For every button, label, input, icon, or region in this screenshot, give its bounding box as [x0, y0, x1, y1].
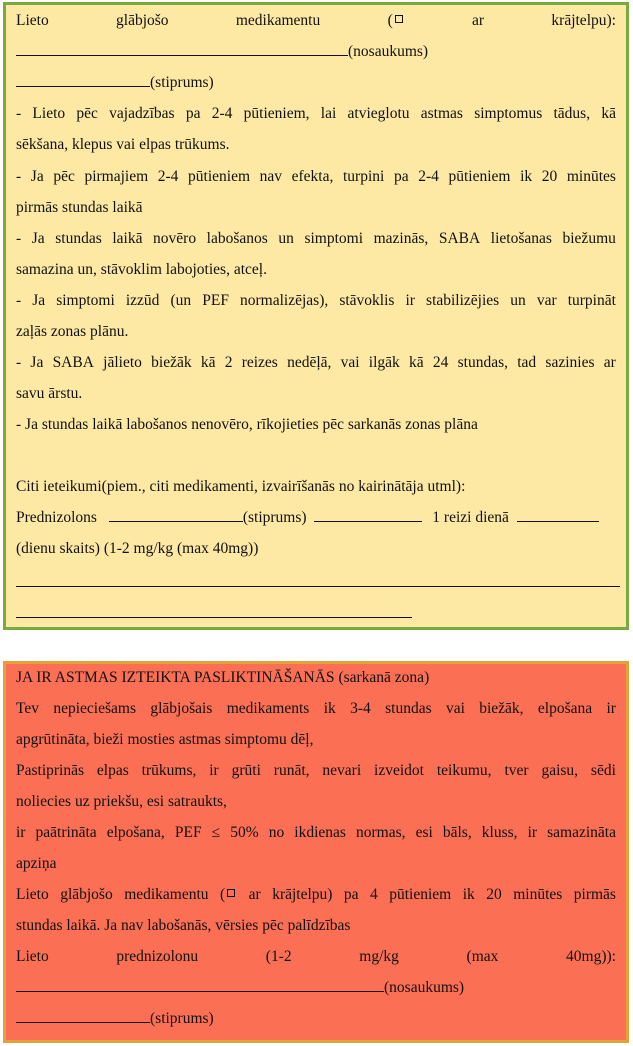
word: biežumu — [562, 230, 616, 247]
word: ikdienas — [294, 824, 346, 841]
word: glābjošo — [60, 886, 113, 903]
word: 20 — [486, 886, 502, 903]
word: minūtes — [566, 168, 616, 185]
word: pa — [185, 105, 201, 122]
word: trūkums, — [141, 762, 197, 779]
bullet-2-line-1 — [16, 166, 616, 188]
bullet-3-line-1 — [16, 228, 616, 250]
other-advice-label: Citi ieteikumi(piem., citi medikamenti, izvairīšanās no kairinātāja utml): — [16, 478, 466, 495]
word: Tev — [16, 700, 40, 717]
bullet-5-line-1 — [16, 352, 616, 374]
word: simptomus — [474, 105, 543, 122]
bullet-3-line-2: samazina un, stāvoklim labojoties, atceļ. — [16, 261, 267, 278]
word: 20 — [541, 168, 558, 185]
word: pūtieniem, — [243, 105, 310, 122]
word: tver — [504, 762, 529, 779]
word: pūtieniem — [448, 168, 511, 185]
word: izzūd — [125, 292, 160, 309]
word: vai — [340, 354, 360, 371]
word: (max — [466, 948, 499, 965]
bullet-2-line-2: pirmās stundas laikā — [16, 199, 143, 216]
word: tad — [517, 354, 537, 371]
word: 2-4 — [211, 105, 233, 122]
word: PEF — [202, 292, 229, 309]
word: - — [16, 230, 22, 247]
word: novēro — [153, 230, 197, 247]
word: medikaments — [226, 700, 310, 717]
rescue-med-line — [16, 10, 616, 32]
word: ilgāk — [368, 354, 400, 371]
word: bāls, — [442, 824, 472, 841]
word: ar — [603, 354, 616, 371]
red-med-name-label: (nosaukums) — [384, 979, 465, 996]
prednisolone-dose-blank[interactable] — [314, 507, 422, 522]
word: krājtelpu): — [551, 12, 616, 29]
word: Lieto — [16, 948, 49, 965]
word: 2 — [224, 354, 233, 371]
med-name-label: (nosaukums) — [348, 43, 429, 60]
word: ( — [220, 884, 237, 906]
word: glābjošais — [150, 700, 213, 717]
word: mg/kg — [359, 948, 399, 965]
red-zone-title: JA IR ASTMAS IZTEIKTA PASLIKTINĀŠANĀS — [16, 669, 335, 686]
red-p2-line-1 — [16, 760, 616, 782]
word: elpas — [96, 762, 129, 779]
word: krājtelpu) — [272, 886, 333, 903]
word: sazinies — [545, 354, 595, 371]
word: minūtes — [513, 886, 563, 903]
word: stabilizējies — [426, 292, 500, 309]
word: teikumu, — [436, 762, 492, 779]
word: izveidot — [374, 762, 424, 779]
word: vajadzības — [109, 105, 175, 122]
red-med-strength-label: (stiprums) — [150, 1010, 214, 1027]
red-p4-line-1 — [16, 884, 616, 906]
word: ar — [248, 886, 261, 903]
word: mazinās, — [373, 230, 429, 247]
word: (un — [170, 292, 192, 309]
red-med-name-blank[interactable] — [16, 977, 384, 992]
word: Pastiprinās — [16, 762, 85, 779]
word: ( — [388, 10, 405, 32]
word: sēdi — [590, 762, 616, 779]
word: (1-2 — [265, 948, 292, 965]
word: ≤ — [211, 824, 221, 841]
word: no — [268, 824, 285, 841]
word: elpošana — [537, 700, 593, 717]
word: kā — [200, 354, 216, 371]
med-strength-line — [16, 72, 616, 94]
word: nevari — [322, 762, 362, 779]
bullet-4-line-1 — [16, 290, 616, 312]
word: kā — [409, 354, 424, 371]
word: normalizējas), — [240, 292, 329, 309]
word: laikā — [112, 230, 143, 247]
word: pirmās — [573, 886, 616, 903]
word: labošanos — [206, 230, 268, 247]
word: - — [16, 168, 22, 185]
once-daily-label: 1 reizi dienā — [432, 509, 509, 526]
bullet-4-line-2: zaļās zonas plānu. — [16, 323, 129, 340]
word: lai — [320, 105, 337, 122]
word: un — [510, 292, 526, 309]
word: 40mg)): — [566, 948, 616, 965]
word: 2-4 — [418, 168, 439, 185]
word: biežāk — [151, 354, 192, 371]
bullet-6: - Ja stundas laikā labošanos nenovēro, rīkojieties pēc sarkanās zonas plāna — [16, 416, 478, 433]
word: ik — [323, 700, 336, 717]
word: Lieto — [32, 105, 66, 122]
word: reizes — [241, 354, 278, 371]
word: 3-4 — [350, 700, 371, 717]
bullet-1-line-2: sēkšana, klepus vai elpas trūkums. — [16, 136, 230, 153]
word: tādus, — [553, 105, 591, 122]
word: stundas, — [457, 354, 509, 371]
word: 4 — [370, 886, 378, 903]
word: nepieciešams — [53, 700, 136, 717]
word: simptomi — [56, 292, 115, 309]
med-name-line — [16, 41, 616, 63]
notes-blank-line-1[interactable] — [16, 586, 620, 587]
word: pa — [393, 168, 409, 185]
red-p3-line-1 — [16, 822, 616, 844]
word: astmas — [420, 105, 463, 122]
word: ir — [16, 824, 26, 841]
word: var — [536, 292, 557, 309]
word: turpināt — [567, 292, 616, 309]
notes-blank-line-2[interactable] — [16, 617, 412, 618]
med-name-blank[interactable] — [16, 41, 348, 56]
word: kluss, — [481, 824, 518, 841]
word: - — [16, 105, 22, 122]
red-med-strength-blank[interactable] — [16, 1008, 150, 1023]
red-p1-line-2: apgrūtināta, bieži mosties astmas simptomu dēļ, — [16, 731, 314, 748]
word: efekta, — [291, 168, 334, 185]
word: elpošana, — [106, 824, 165, 841]
word: ir — [527, 824, 538, 841]
word: jālieto — [103, 354, 142, 371]
prednisolone-label: Prednizolons — [16, 509, 97, 526]
word: stundas — [385, 700, 432, 717]
word: kā — [601, 105, 616, 122]
prednisolone-strength-blank[interactable] — [109, 507, 243, 522]
red-med-strength-line — [16, 1008, 616, 1030]
word: esi — [415, 824, 433, 841]
checkbox-square-icon — [395, 15, 403, 23]
word: un — [278, 230, 294, 247]
red-zone-heading — [16, 667, 616, 689]
word: gaisu, — [541, 762, 579, 779]
word: SABA — [52, 354, 94, 371]
word: ir — [606, 700, 616, 717]
word: runāt, — [273, 762, 310, 779]
med-strength-blank[interactable] — [16, 72, 150, 87]
red-zone-subtitle: (sarkanā zona) — [334, 669, 430, 686]
med-strength-label: (stiprums) — [150, 74, 214, 91]
word: simptomi — [304, 230, 364, 247]
word: stundas — [55, 230, 102, 247]
red-zone-panel — [3, 661, 629, 1043]
word: vai — [445, 700, 465, 717]
word: prednizolonu — [116, 948, 199, 965]
bullet-1-line-1 — [16, 103, 616, 125]
word: turpini — [342, 168, 385, 185]
word: ir — [209, 762, 219, 779]
word: ik — [462, 886, 475, 903]
red-prednisolone-line — [16, 946, 616, 968]
word: - — [16, 292, 22, 309]
red-med-name-line — [16, 977, 616, 999]
word: atvieglotu — [347, 105, 410, 122]
checkbox-square-icon — [227, 889, 235, 897]
word: 24 — [432, 354, 449, 371]
word: pēc — [76, 105, 98, 122]
word: paātrināta — [35, 824, 97, 841]
word: medikamentu — [235, 12, 321, 29]
prednisolone-line — [16, 507, 616, 529]
word: samazināta — [547, 824, 616, 841]
word: medikamentu — [124, 886, 209, 903]
word: 50% — [230, 824, 259, 841]
red-p2-line-2: noliecies uz priekšu, esi satraukts, — [16, 793, 227, 810]
days-count-blank[interactable] — [517, 507, 599, 522]
red-p3-line-2: apziņa — [16, 855, 57, 872]
word: - — [16, 354, 22, 371]
word: pūtieniem — [389, 886, 452, 903]
word: glābjošo — [116, 12, 169, 29]
word: 2-4 — [157, 168, 179, 185]
red-p1-line-1 — [16, 698, 616, 720]
word: nedēļā, — [287, 354, 332, 371]
word: stāvoklis — [339, 292, 395, 309]
word: pūtieniem — [188, 168, 251, 185]
word: normas, — [356, 824, 406, 841]
word: Ja — [30, 168, 44, 185]
word: Lieto — [16, 12, 49, 29]
red-p4-line-2: stundas laikā. Ja nav labošanās, vērsies pēc palīdzības — [16, 917, 351, 934]
word: grūti — [231, 762, 261, 779]
word: pa — [343, 886, 359, 903]
prednisolone-strength-label: (stiprums) — [242, 509, 307, 526]
word: biežāk, — [479, 700, 524, 717]
days-dose-label: (dienu skaits) (1-2 mg/kg (max 40mg)) — [16, 540, 259, 557]
word: pirmajiem — [84, 168, 149, 185]
word: Ja — [31, 230, 45, 247]
word: SABA — [438, 230, 481, 247]
bullet-5-line-2: savu ārstu. — [16, 385, 83, 402]
word: ik — [520, 168, 533, 185]
word: ir — [405, 292, 415, 309]
word: lietošanas — [490, 230, 552, 247]
word: ar — [472, 12, 485, 29]
word: Ja — [30, 354, 44, 371]
word: PEF — [174, 824, 202, 841]
word: Ja — [32, 292, 46, 309]
word: Lieto — [16, 886, 49, 903]
word: nav — [259, 168, 283, 185]
green-zone-panel — [3, 2, 629, 630]
word: pēc — [53, 168, 75, 185]
